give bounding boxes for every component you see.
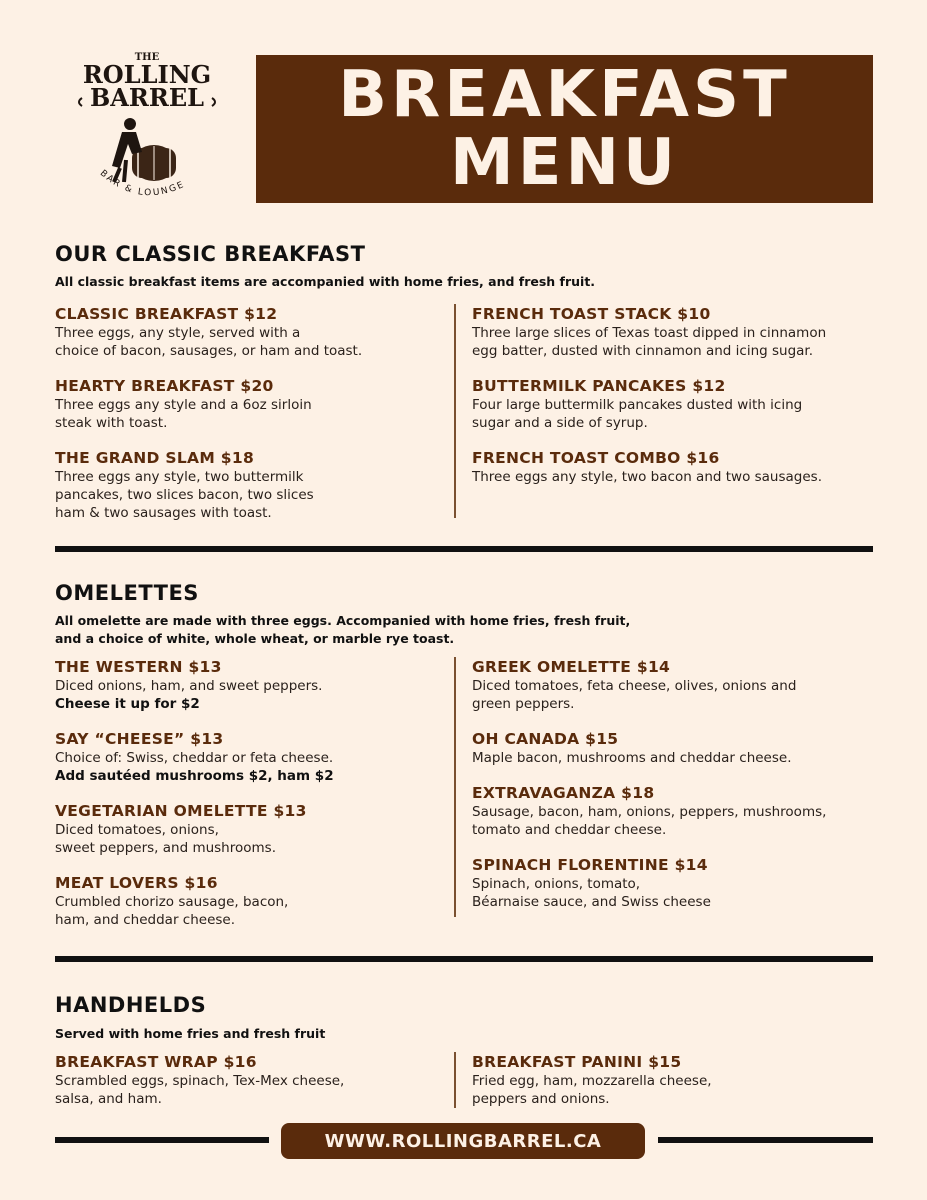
menu-title-banner: [256, 55, 873, 203]
item-description: Diced tomatoes, feta cheese, olives, onions and green peppers.: [472, 678, 797, 712]
column-divider: [454, 304, 456, 518]
menu-item: [55, 801, 455, 857]
item-description: Three eggs any style, two buttermilk pancakes, two slices bacon, two slices ham & two sausages with toast.: [55, 469, 314, 521]
logo-the: THE: [134, 52, 160, 63]
item-title: SAY “CHEESE” $13: [55, 730, 224, 748]
menu-item: [472, 448, 892, 486]
section-divider: [55, 546, 873, 552]
item-title: SPINACH FLORENTINE $14: [472, 856, 708, 874]
item-description: Diced onions, ham, and sweet peppers.: [55, 678, 323, 694]
item-title: MEAT LOVERS $16: [55, 874, 218, 892]
item-title: BREAKFAST WRAP $16: [55, 1053, 257, 1071]
item-title: BUTTERMILK PANCAKES $12: [472, 377, 726, 395]
footer-rule-left: [55, 1137, 269, 1143]
item-description: Crumbled chorizo sausage, bacon, ham, and cheddar cheese.: [55, 894, 289, 928]
section-heading-handhelds: HANDHELDS: [55, 993, 207, 1017]
menu-title-line2: MENU: [450, 126, 679, 200]
item-title: BREAKFAST PANINI $15: [472, 1053, 682, 1071]
item-description: Choice of: Swiss, cheddar or feta cheese.: [55, 750, 334, 766]
menu-item: [472, 1052, 892, 1108]
menu-item: [472, 783, 892, 839]
section-note-omelettes-line2: and a choice of white, whole wheat, or marble rye toast.: [55, 631, 455, 646]
section-heading-omelettes: OMELETTES: [55, 581, 199, 605]
menu-item: [55, 873, 455, 929]
menu-item: [472, 729, 892, 767]
item-description: Four large buttermilk pancakes dusted with icing sugar and a side of syrup.: [472, 397, 803, 431]
item-title: FRENCH TOAST COMBO $16: [472, 449, 720, 467]
item-description: Maple bacon, mushrooms and cheddar cheese.: [472, 750, 792, 766]
logo-name-line1: ROLLING: [82, 60, 212, 89]
section-note-classic: All classic breakfast items are accompanied with home fries, and fresh fruit.: [55, 274, 596, 289]
item-title: EXTRAVAGANZA $18: [472, 784, 655, 802]
logo-tagline: BAR & LOUNGE: [97, 168, 187, 199]
menu-item: [472, 657, 892, 713]
item-description: Three eggs, any style, served with a choice of bacon, sausages, or ham and toast.: [55, 325, 363, 359]
item-title: HEARTY BREAKFAST $20: [55, 377, 274, 395]
menu-title-line1: BREAKFAST: [338, 58, 791, 132]
footer-rule-right: [658, 1137, 873, 1143]
item-description: Three large slices of Texas toast dipped in cinnamon egg batter, dusted with cinnamon and icing sugar.: [472, 325, 827, 359]
item-addon: Add sautéed mushrooms $2, ham $2: [55, 768, 334, 784]
column-divider: [454, 1052, 456, 1108]
omelettes-right-column: [472, 657, 892, 927]
item-title: THE WESTERN $13: [55, 658, 222, 676]
item-addon: Cheese it up for $2: [55, 696, 200, 712]
item-title: OH CANADA $15: [472, 730, 619, 748]
item-description: Spinach, onions, tomato, Béarnaise sauce, and Swiss cheese: [472, 876, 711, 910]
logo-name-line2: BARREL: [90, 83, 204, 112]
menu-item: [55, 729, 455, 785]
item-title: CLASSIC BREAKFAST $12: [55, 305, 278, 323]
rolling-barrel-logo-icon: [72, 48, 222, 208]
menu-item: [472, 855, 892, 911]
item-title: GREEK OMELETTE $14: [472, 658, 671, 676]
item-title: THE GRAND SLAM $18: [55, 449, 255, 467]
handhelds-right-column: [472, 1052, 892, 1124]
item-description: Three eggs any style, two bacon and two sausages.: [472, 469, 822, 485]
item-description: Diced tomatoes, onions, sweet peppers, and mushrooms.: [55, 822, 276, 856]
section-heading-classic: OUR CLASSIC BREAKFAST: [55, 242, 366, 266]
menu-item: [55, 448, 455, 522]
item-title: VEGETARIAN OMELETTE $13: [55, 802, 307, 820]
menu-item: [55, 376, 455, 432]
item-title: FRENCH TOAST STACK $10: [472, 305, 711, 323]
item-description: Scrambled eggs, spinach, Tex-Mex cheese, salsa, and ham.: [55, 1073, 345, 1107]
item-description: Sausage, bacon, ham, onions, peppers, mushrooms, tomato and cheddar cheese.: [472, 804, 827, 838]
menu-item: [55, 657, 455, 713]
website-link[interactable]: WWW.ROLLINGBARREL.CA: [281, 1123, 645, 1159]
menu-item: [55, 304, 455, 360]
menu-item: [472, 376, 892, 432]
column-divider: [454, 657, 456, 917]
omelettes-left-column: [55, 657, 455, 945]
classic-right-column: [472, 304, 892, 502]
section-note-omelettes-line1: All omelette are made with three eggs. Accompanied with home fries, fresh fruit,: [55, 613, 631, 628]
item-description: Three eggs any style and a 6oz sirloin steak with toast.: [55, 397, 312, 431]
brand-logo: [72, 48, 222, 208]
menu-item: [472, 304, 892, 360]
item-description: Fried egg, ham, mozzarella cheese, peppers and onions.: [472, 1073, 712, 1107]
menu-item: [55, 1052, 455, 1108]
section-divider: [55, 956, 873, 962]
classic-left-column: [55, 304, 455, 538]
section-note-handhelds: Served with home fries and fresh fruit: [55, 1026, 326, 1041]
handhelds-left-column: [55, 1052, 455, 1124]
